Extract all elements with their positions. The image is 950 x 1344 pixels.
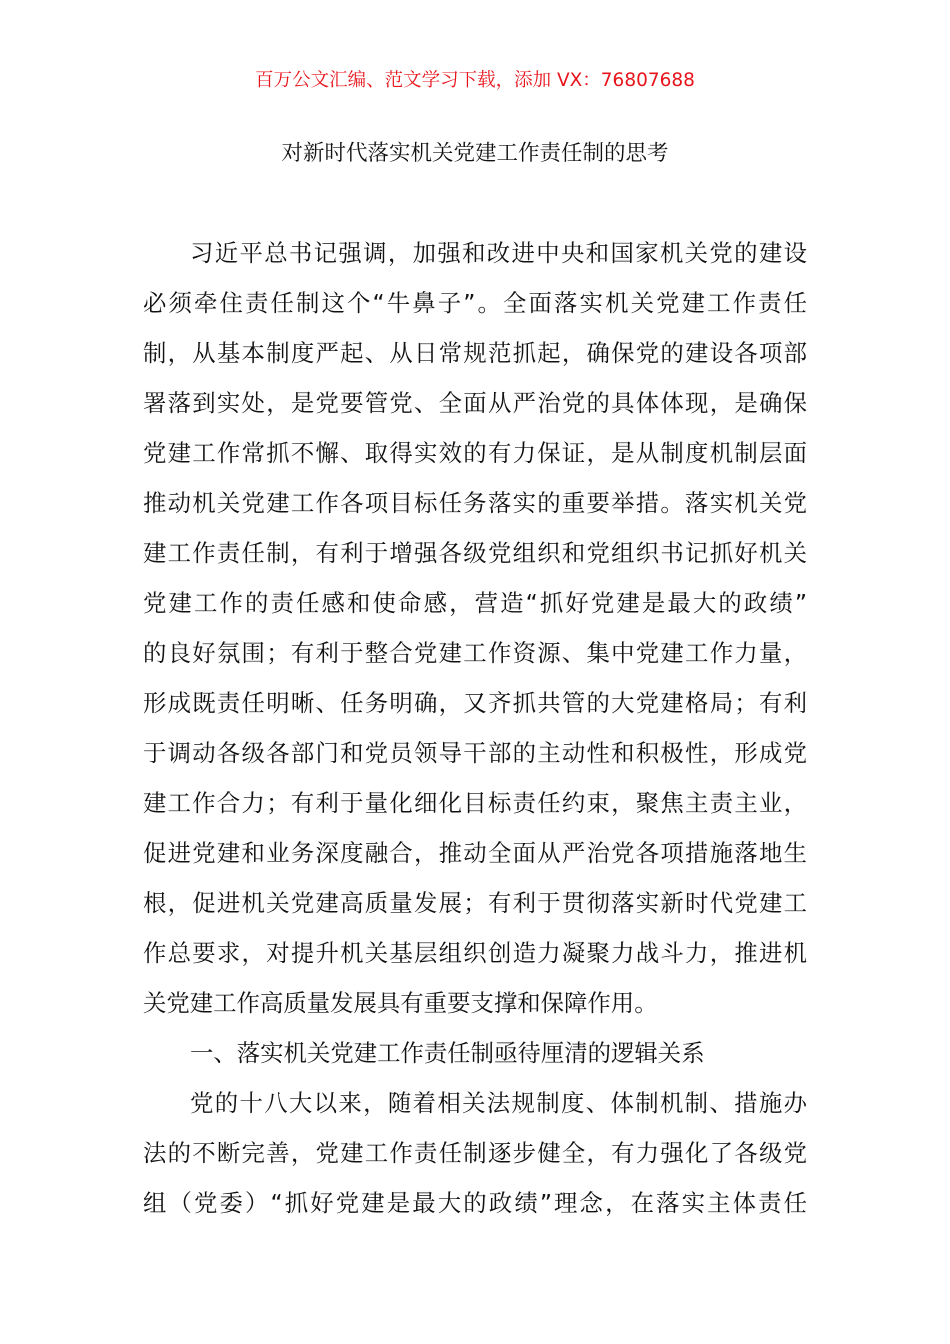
text-line: 根，促进机关党建高质量发展；有利于贯彻落实新时代党建工 bbox=[143, 889, 807, 917]
document-title: 对新时代落实机关党建工作责任制的思考 bbox=[281, 141, 669, 166]
document-body bbox=[143, 228, 807, 1228]
text-line: 党的十八大以来，随着相关法规制度、体制机制、措施办 bbox=[190, 1089, 807, 1117]
text-line: 署落到实处，是党要管党、全面从严治党的具体体现，是确保 bbox=[143, 389, 807, 417]
text-line: 建工作责任制，有利于增强各级党组织和党组织书记抓好机关 bbox=[143, 539, 807, 567]
text-line: 促进党建和业务深度融合，推动全面从严治党各项措施落地生 bbox=[143, 839, 807, 867]
text-line: 形成既责任明晰、任务明确，又齐抓共管的大党建格局；有利 bbox=[143, 689, 807, 717]
paragraph-intro bbox=[143, 228, 807, 1028]
text-line: 的良好氛围；有利于整合党建工作资源、集中党建工作力量， bbox=[143, 639, 807, 667]
paragraph-section-1 bbox=[143, 1078, 807, 1228]
watermark-banner: 百万公文汇编、范文学习下载，添加 VX：76807688 bbox=[255, 70, 695, 91]
heading-line: 一、落实机关党建工作责任制亟待厘清的逻辑关系 bbox=[190, 1039, 705, 1067]
text-line: 习近平总书记强调，加强和改进中央和国家机关党的建设 bbox=[190, 239, 807, 267]
section-heading bbox=[143, 1028, 807, 1078]
text-line: 作总要求，对提升机关基层组织创造力凝聚力战斗力，推进机 bbox=[143, 939, 807, 967]
text-line: 组（党委）“抓好党建是最大的政绩”理念，在落实主体责任 bbox=[143, 1189, 807, 1217]
text-line: 法的不断完善，党建工作责任制逐步健全，有力强化了各级党 bbox=[143, 1139, 807, 1167]
text-line: 关党建工作高质量发展具有重要支撑和保障作用。 bbox=[143, 989, 658, 1017]
text-line: 建工作合力；有利于量化细化目标责任约束，聚焦主责主业， bbox=[143, 789, 807, 817]
text-line: 制，从基本制度严起、从日常规范抓起，确保党的建设各项部 bbox=[143, 339, 807, 367]
text-line: 党建工作常抓不懈、取得实效的有力保证，是从制度机制层面 bbox=[143, 439, 807, 467]
text-line: 党建工作的责任感和使命感，营造“抓好党建是最大的政绩” bbox=[143, 589, 807, 617]
text-line: 推动机关党建工作各项目标任务落实的重要举措。落实机关党 bbox=[143, 489, 807, 517]
text-line: 于调动各级各部门和党员领导干部的主动性和积极性，形成党 bbox=[143, 739, 807, 767]
text-line: 必须牵住责任制这个“牛鼻子”。全面落实机关党建工作责任 bbox=[143, 289, 807, 317]
